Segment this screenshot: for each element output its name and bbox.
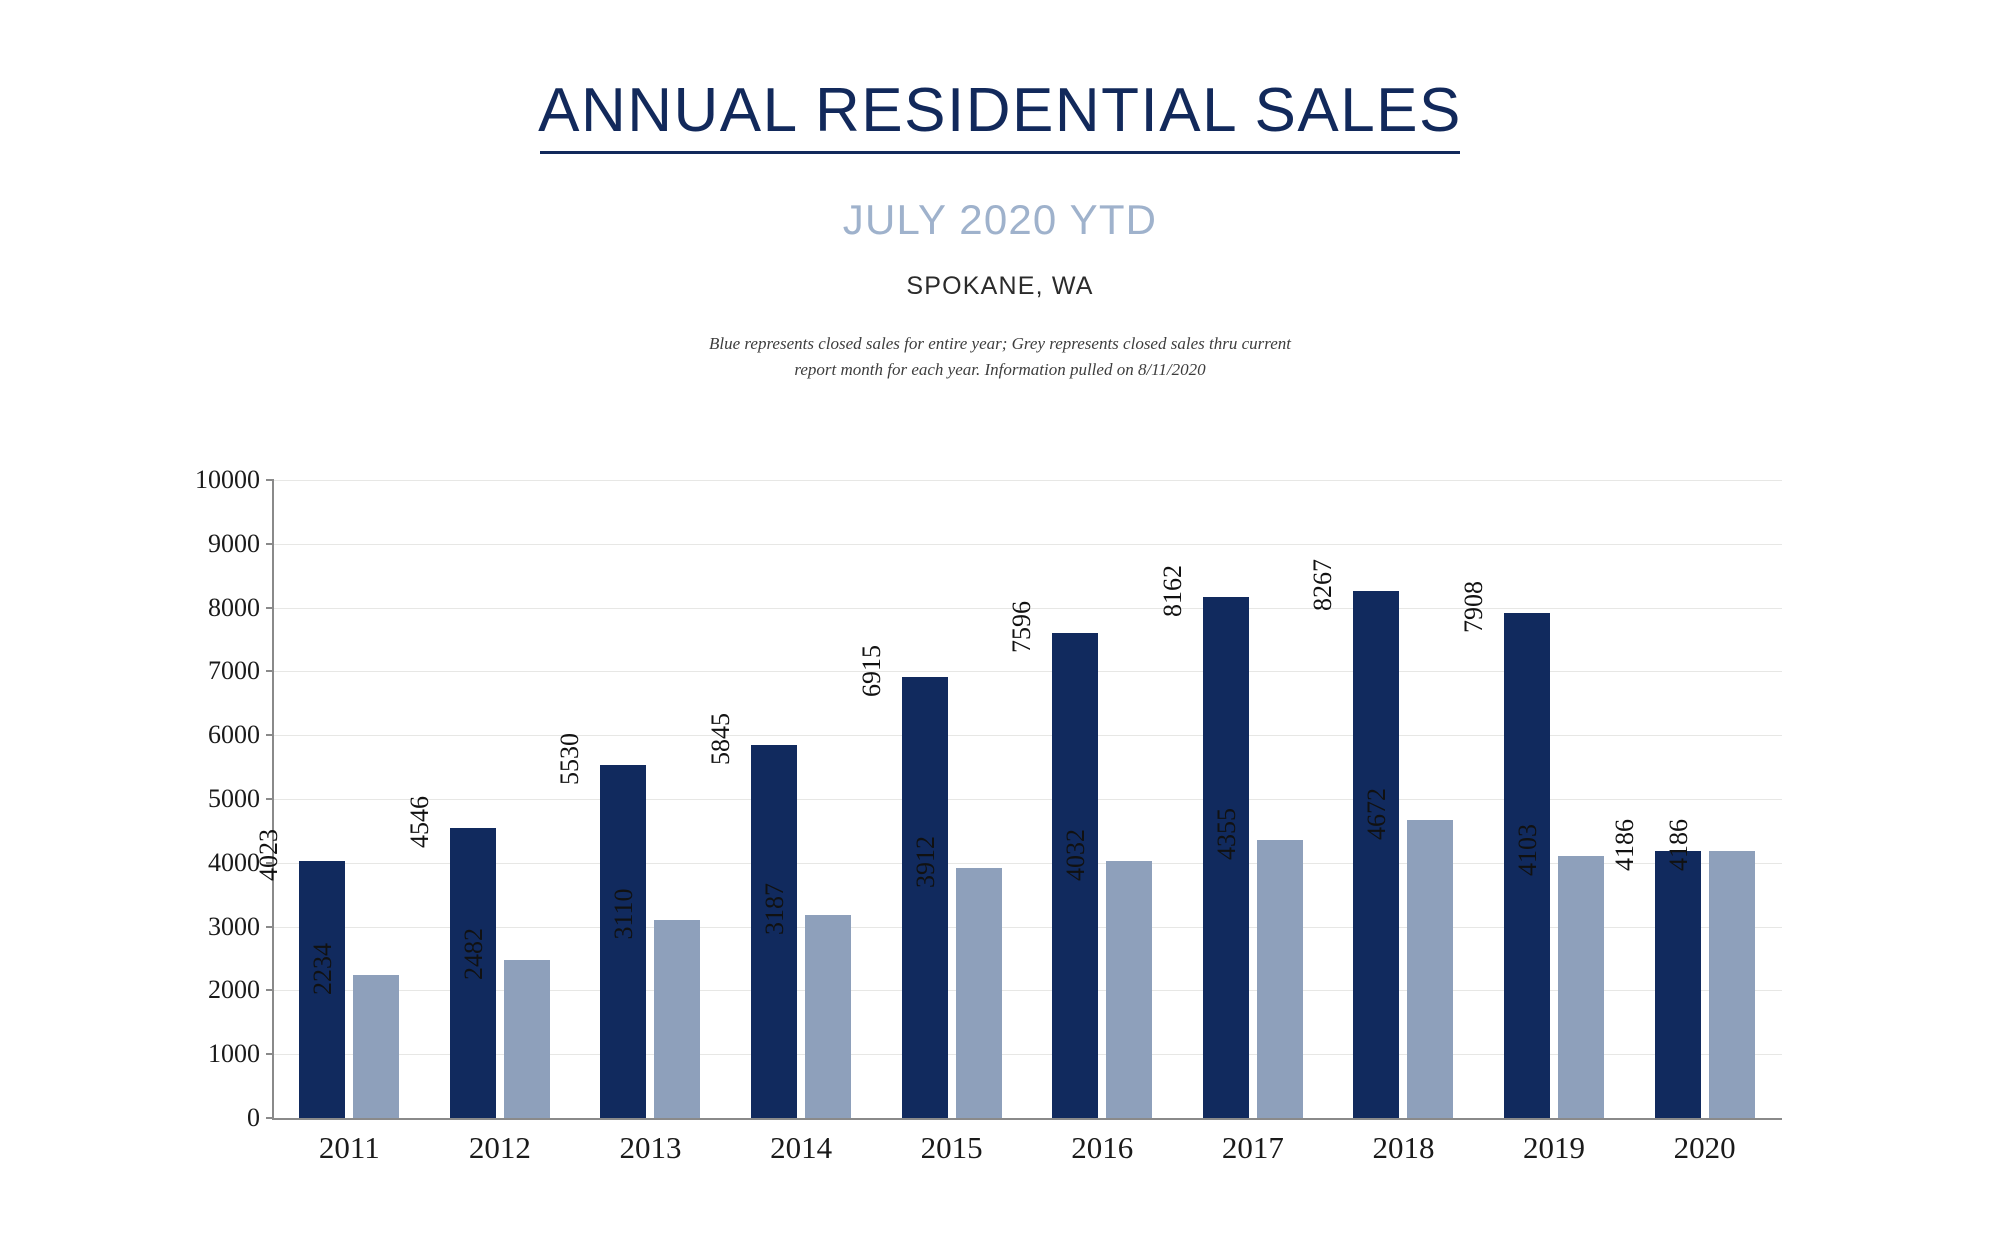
page-header	[0, 0, 2000, 384]
page-title: ANNUAL RESIDENTIAL SALES	[538, 76, 1462, 145]
bar-value-label: 7596	[1007, 601, 1037, 654]
y-axis-tick	[266, 798, 274, 800]
bar-value-label: 4186	[1609, 818, 1639, 871]
y-axis-tick	[266, 989, 274, 991]
location-label: SPOKANE, WA	[906, 272, 1094, 301]
bar-value-label: 2234	[308, 943, 338, 996]
x-axis-tick-label: 2014	[770, 1130, 833, 1165]
bar-value-label: 4546	[404, 795, 434, 848]
x-axis-tick-label: 2017	[1221, 1130, 1284, 1165]
x-axis-tick-label: 2016	[1071, 1130, 1134, 1165]
y-axis-labels	[150, 465, 260, 1132]
bar[interactable]	[1061, 828, 1152, 1118]
bar-groups	[254, 480, 1780, 1118]
bar-value-label: 8267	[1308, 558, 1338, 611]
bar-value-label: 6915	[856, 644, 886, 697]
chart-note-line-2: report month for each year. Information pulled on 8/11/2020	[794, 360, 1206, 380]
bar[interactable]	[308, 943, 399, 1118]
chart-note-line-1: Blue represents closed sales for entire year; Grey represents closed sales thru current	[709, 334, 1291, 354]
bar-value-label: 5845	[706, 713, 736, 766]
bar-value-label: 3110	[609, 888, 639, 940]
chart-note	[620, 331, 1380, 384]
y-axis-tick	[266, 1117, 274, 1119]
y-axis-tick-label: 4000	[208, 847, 260, 877]
bar-value-label: 4023	[254, 829, 284, 882]
bar-value-label: 4186	[1663, 818, 1693, 871]
bar[interactable]	[609, 888, 700, 1118]
bar[interactable]	[1663, 818, 1755, 1118]
y-axis-tick-label: 10000	[195, 465, 260, 494]
page-subtitle: JULY 2020 YTD	[842, 196, 1158, 244]
bar-group	[1459, 480, 1630, 1118]
y-axis-tick-label: 0	[247, 1103, 260, 1132]
y-axis-tick-label: 6000	[208, 720, 260, 750]
bar-group	[1157, 480, 1329, 1118]
bar-value-label: 8162	[1157, 565, 1187, 618]
y-axis-tick-label: 7000	[208, 656, 260, 686]
bar-group	[1007, 480, 1178, 1118]
y-axis-tick	[266, 543, 274, 545]
bar-value-label: 4032	[1061, 828, 1091, 881]
y-axis-tick	[266, 926, 274, 928]
bar-group	[404, 480, 576, 1118]
y-axis-tick-label: 3000	[208, 911, 260, 941]
bar-value-label: 2482	[458, 927, 488, 980]
bar-group	[555, 480, 726, 1118]
bar[interactable]	[760, 882, 851, 1118]
y-axis-tick-label: 8000	[208, 592, 260, 622]
x-axis-tick-label: 2019	[1523, 1130, 1586, 1165]
bar-group	[706, 480, 877, 1118]
x-axis-tick-label: 2012	[468, 1130, 531, 1165]
bar-group	[1609, 480, 1780, 1118]
bar[interactable]	[1609, 818, 1701, 1118]
bar[interactable]	[1211, 808, 1303, 1118]
bar-value-label: 4355	[1211, 808, 1241, 861]
bar-value-label: 3912	[910, 836, 940, 889]
bar[interactable]	[1362, 787, 1453, 1118]
bar[interactable]	[555, 733, 646, 1118]
bar[interactable]	[1308, 558, 1399, 1118]
bar-value-label: 5530	[555, 733, 585, 786]
y-axis-tick	[266, 1053, 274, 1055]
y-axis-tick	[266, 734, 274, 736]
bar-value-label: 3187	[760, 882, 790, 935]
bar-value-label: 4672	[1362, 787, 1392, 840]
x-axis-tick-label: 2011	[318, 1130, 380, 1165]
x-axis-labels	[274, 1130, 1780, 1166]
title-underline	[540, 151, 1460, 154]
x-axis-tick-label: 2020	[1673, 1130, 1736, 1165]
bar[interactable]	[458, 927, 550, 1118]
bar-group	[856, 480, 1027, 1118]
bar[interactable]	[1513, 824, 1604, 1118]
bar-value-label: 4103	[1513, 824, 1543, 877]
bar-group	[254, 480, 425, 1118]
y-axis-tick-label: 2000	[208, 975, 260, 1005]
y-axis-tick-label: 5000	[208, 784, 260, 813]
x-axis-tick-label: 2013	[619, 1130, 682, 1165]
x-axis-tick-label: 2015	[920, 1130, 983, 1165]
bar-group	[1308, 480, 1479, 1118]
y-axis-tick-label: 1000	[208, 1039, 260, 1069]
bar-chart	[0, 465, 2000, 1250]
y-axis-tick	[266, 607, 274, 609]
y-axis-tick-label: 9000	[208, 528, 260, 558]
y-axis-tick	[266, 670, 274, 672]
bar-value-label: 7908	[1459, 581, 1489, 634]
x-axis-tick-label: 2018	[1372, 1130, 1435, 1165]
bar[interactable]	[910, 836, 1002, 1118]
y-axis-tick	[266, 479, 274, 481]
bar[interactable]	[856, 644, 948, 1118]
